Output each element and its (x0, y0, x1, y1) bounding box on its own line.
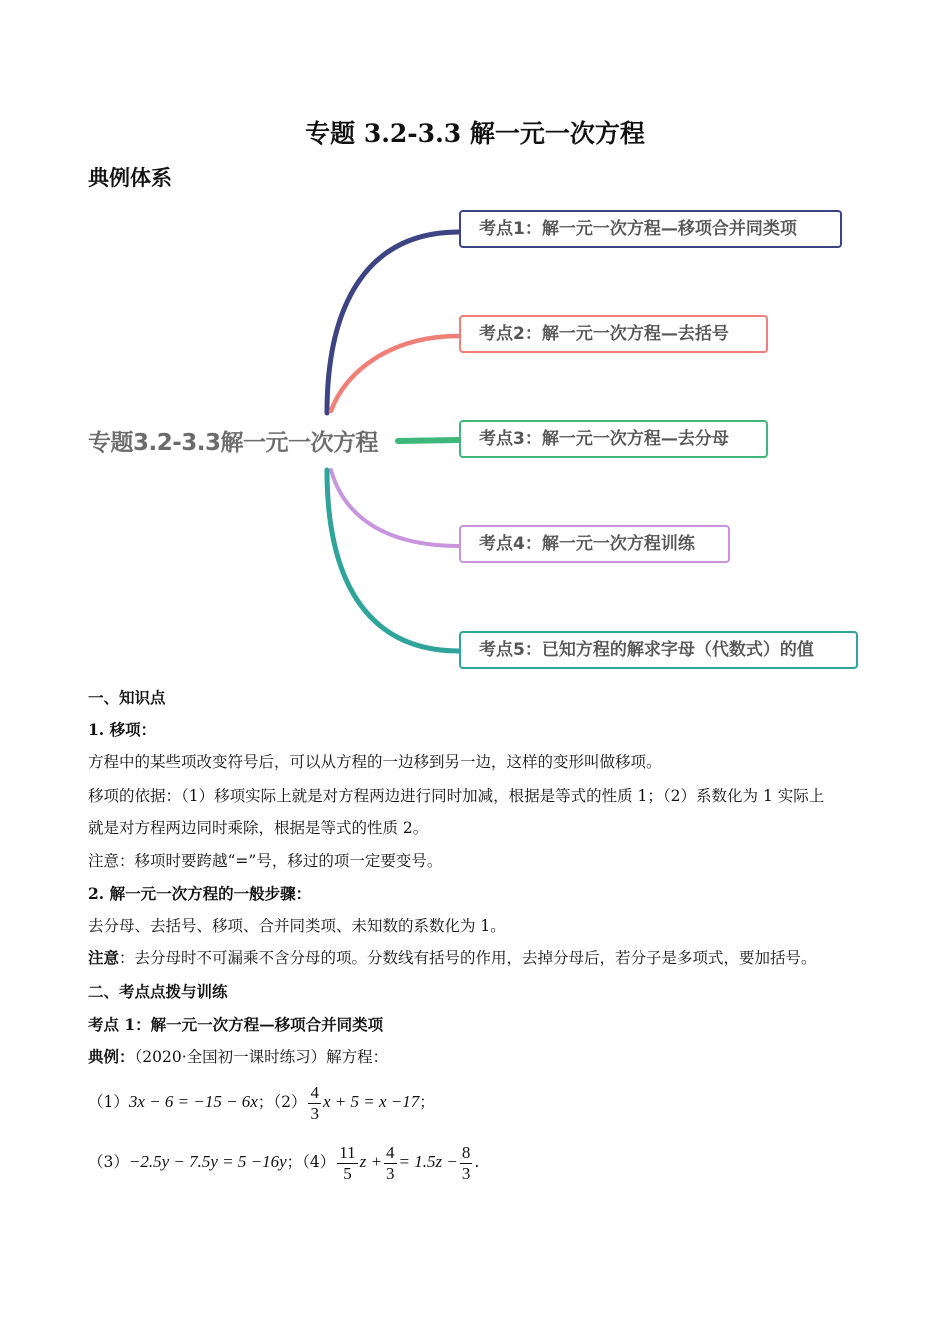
transposition-basis-line2: 就是对方程两边同时乘除，根据是等式的性质 2。 (88, 819, 429, 837)
heading-steps: 2. 解一元一次方程的一般步骤： (88, 884, 312, 903)
equation-4-rest: = 1.5z − (398, 1152, 458, 1171)
eq4-fraction-2 (384, 1143, 397, 1184)
heading-topic-1: 考点 1：解一元一次方程—移项合并同类项 (88, 1015, 384, 1034)
eq2-end: ； (419, 1093, 435, 1111)
steps-text: 去分母、去括号、移项、合并同类项、未知数的系数化为 1。 (88, 917, 506, 935)
equation-3: −2.5y − 7.5y = 5 −16y (128, 1152, 287, 1171)
eq2-fraction (308, 1083, 321, 1124)
transposition-basis-line1: 移项的依据：（1）移项实际上就是对方程两边进行同时加减，根据是等式的性质 1；（2）系数化为 1 实际上 (88, 787, 825, 805)
connector-3 (398, 440, 459, 441)
mindmap-node-1: 考点1：解一元一次方程—移项合并同类项 (459, 210, 842, 248)
mindmap-node-2: 考点2：解一元一次方程—去括号 (459, 315, 768, 353)
heading-knowledge: 一、知识点 (88, 688, 166, 707)
note-label: 注意 (88, 948, 120, 967)
eq1-label: （1） (88, 1093, 129, 1111)
mindmap-node-4: 考点4：解一元一次方程训练 (459, 525, 730, 563)
eq4-fraction-2-numerator: 4 (386, 1142, 395, 1162)
eq4-fraction-3-numerator: 8 (461, 1142, 471, 1162)
eq4-fraction-3 (460, 1143, 473, 1184)
note-text: ：去分母时不可漏乘不含分母的项。分数线有括号的作用，去掉分母后，若分子是多项式，要加括号。 (119, 949, 817, 967)
eq4-fraction-3-denominator: 3 (461, 1163, 471, 1183)
eq2-fraction-denominator: 3 (310, 1103, 319, 1123)
eq4-fraction-1-denominator: 5 (343, 1163, 352, 1183)
transposition-definition: 方程中的某些项改变符号后，可以从方程的一边移到另一边，这样的变形叫做移项。 (88, 753, 662, 771)
equation-row-2 (88, 1140, 878, 1184)
eq4-end: . (474, 1153, 480, 1171)
eq2-fraction-numerator: 4 (310, 1082, 319, 1102)
eq3-label: （3） (88, 1153, 129, 1171)
connector-2 (331, 336, 459, 411)
eq3-separator: ；（4） (286, 1153, 336, 1171)
equation-4-middle: z + (359, 1152, 382, 1171)
heading-training: 二、考点点拨与训练 (88, 982, 228, 1001)
example-text: （2020·全国初一课时练习）解方程： (134, 1048, 389, 1066)
heading-transposition: 1. 移项： (88, 720, 157, 739)
page-title: 专题 3.2-3.3 解一元一次方程 (305, 119, 645, 148)
mindmap-root: 专题3.2-3.3解一元一次方程 (88, 430, 379, 456)
equation-row-1 (88, 1080, 878, 1124)
equation-2: x + 5 = x −17 (322, 1092, 420, 1111)
section-heading: 典例体系 (88, 166, 172, 190)
example-intro (88, 1047, 878, 1067)
eq4-fraction-1 (337, 1143, 357, 1184)
example-label: 典例： (88, 1047, 135, 1066)
equation-1: 3x − 6 = −15 − 6x (128, 1092, 258, 1111)
eq4-fraction-1-numerator: 11 (339, 1142, 356, 1162)
steps-note (88, 948, 878, 968)
mindmap-node-3: 考点3：解一元一次方程—去分母 (459, 420, 768, 458)
mindmap-node-5: 考点5：已知方程的解求字母（代数式）的值 (459, 631, 858, 669)
eq1-separator: ；（2） (257, 1093, 307, 1111)
transposition-note: 注意：移项时要跨越“=”号，移过的项一定要变号。 (88, 852, 443, 870)
connector-4 (331, 470, 459, 546)
eq4-fraction-2-denominator: 3 (386, 1163, 395, 1183)
connector-5 (327, 470, 459, 651)
